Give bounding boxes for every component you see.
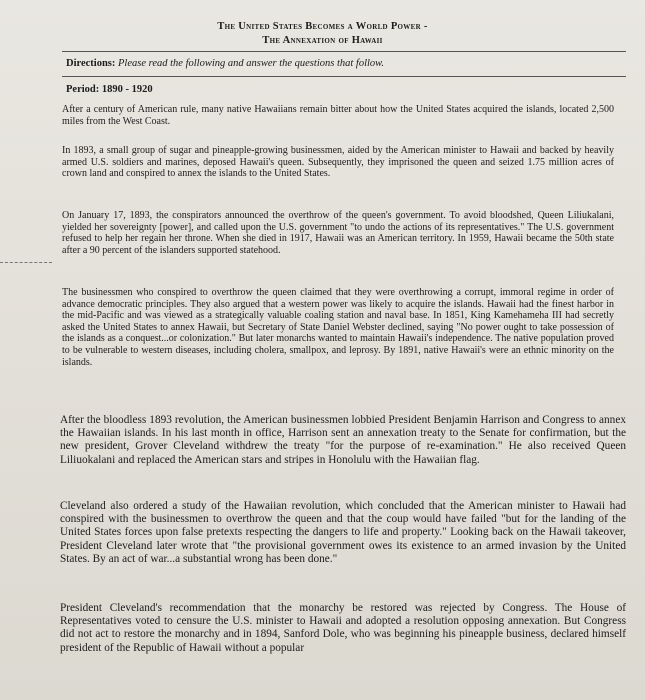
paragraph-7: President Cleveland's recommendation that the monarchy be restored was rejected by Congress. The House of Representatives voted to censure the U.S. minister to Hawaii and adopted a resolution opposing annexation. But Congress did not act to restore the monarchy and in 1894, Sanford Dole, who was beginning his pineapple business, declared himself president of the Republic of Hawaii without a popular (60, 602, 626, 654)
paragraph-3: On January 17, 1893, the conspirators announced the overthrow of the queen's government. To avoid bloodshed, Queen Liliukalani, yielded her sovereignty [power], and called upon the U.S. government "to undo the actions of its representatives." The U.S. government refused to help her regain her throne. When she died in 1917, Hawaii was an American territory. In 1959, Hawaii became the 50th state after a 90 percent of the islanders supported statehood. (62, 210, 614, 256)
top-divider (62, 51, 626, 52)
paragraph-4: The businessmen who conspired to overthrow the queen claimed that they were overthrowing a corrupt, immoral regime in order of advance democratic principles. They also argued that a western power was likely to acquire the islands. Hawaii had the finest harbor in the mid-Pacific and was viewed as a strategically valuable coaling station and naval base. In 1851, King Kamehameha III had secretly asked the United States to annex Hawaii, but Secretary of State Daniel Webster declined, saying "No power ought to take possession of the islands as a conquest...or colonization." But later monarchs wanted to maintain Hawaii's independence. The native population proved to be vulnerable to western diseases, including cholera, smallpox, and leprosy. By 1891, native Hawaii's were an ethnic minority on the islands. (62, 287, 614, 368)
paragraph-1: After a century of American rule, many native Hawaiians remain bitter about how the United States acquired the islands, located 2,500 miles from the West Coast. (62, 104, 614, 127)
directions-text: Please read the following and answer the questions that follow. (118, 58, 385, 69)
directions-label: Directions: (66, 58, 116, 69)
title-line-2: The Annexation of Hawaii (262, 35, 383, 46)
period-value: 1890 - 1920 (101, 84, 153, 95)
period (66, 84, 153, 95)
page-title (0, 20, 645, 48)
margin-mark (0, 262, 52, 263)
directions-divider (62, 76, 626, 77)
paragraph-5: After the bloodless 1893 revolution, the American businessmen lobbied President Benjamin Harrison and Congress to annex the Hawaiian islands. In his last month in office, Harrison sent an annexation treaty to the Senate for confirmation, but the new president, Grover Cleveland withdrew the treaty "for the purpose of re-examination." He also received Queen Liliuokalani and replaced the American stars and stripes in Honolulu with the Hawaiian flag. (60, 414, 626, 466)
paragraph-2: In 1893, a small group of sugar and pineapple-growing businessmen, aided by the American minister to Hawaii and backed by heavily armed U.S. soldiers and marines, deposed Hawaii's queen. Subsequently, they imprisoned the queen and seized 1.75 million acres of crown land and conspired to annex the islands to the United States. (62, 145, 614, 180)
paragraph-6: Cleveland also ordered a study of the Hawaiian revolution, which concluded that the American minister to Hawaii had conspired with the businessmen to overthrow the queen and that the coup would have failed "but for the landing of the United States forces upon false pretexts respecting the dangers to life and property." Looking back on the Hawaii takeover, President Cleveland later wrote that "the provisional government owes its existence to an armed invasion by the United States. By an act of war...a substantial wrong has been done." (60, 500, 626, 565)
directions (66, 58, 384, 69)
period-label: Period: (66, 84, 100, 95)
title-line-1: The United States Becomes a World Power - (217, 21, 428, 32)
